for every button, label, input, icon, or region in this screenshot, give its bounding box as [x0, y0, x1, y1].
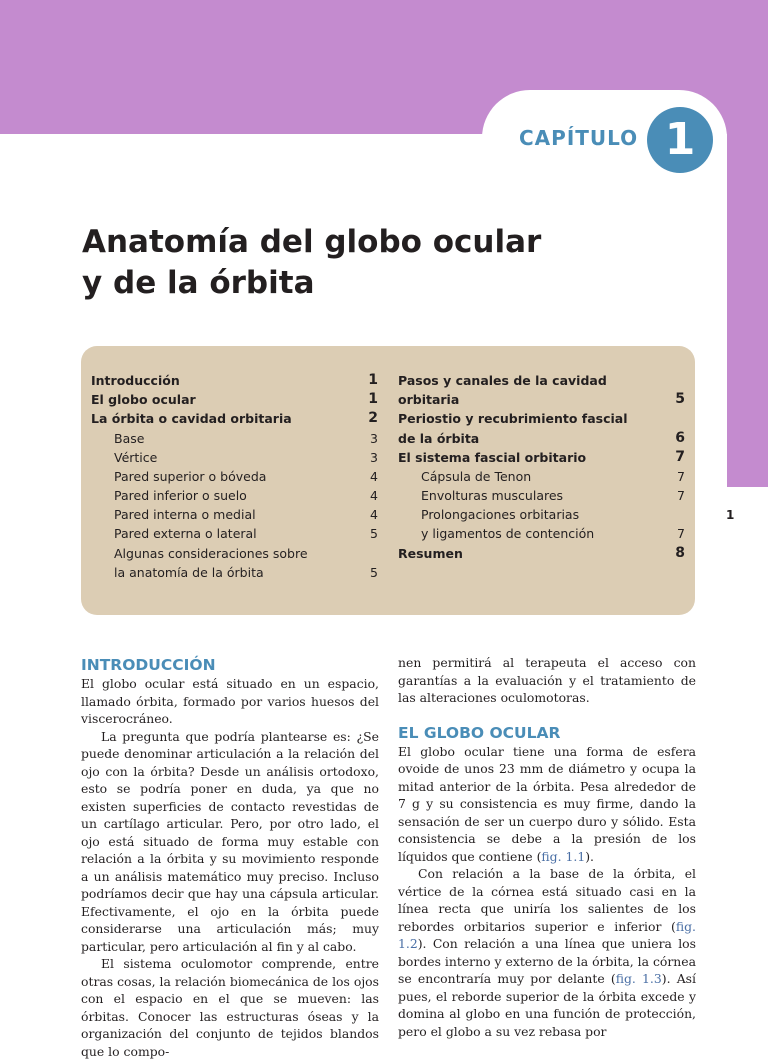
toc-entry[interactable]: [91, 467, 378, 486]
toc-page: 3: [370, 449, 378, 465]
toc-page: 7: [677, 468, 685, 484]
toc-left-column: [91, 371, 378, 582]
text: ). Con relación a una línea que uniera los bordes interno y externo de la órbita, la córnea se encontraría muy por delante (: [398, 936, 696, 986]
chapter-label: CAPÍTULO: [519, 126, 639, 150]
paragraph: [398, 743, 696, 866]
toc-title: Pasos y canales de la cavidad: [398, 372, 607, 388]
figure-reference-link[interactable]: fig. 1.2: [398, 918, 696, 951]
toc-title: Pared interna o medial: [114, 507, 256, 523]
toc-entry[interactable]: [398, 448, 685, 467]
toc-entry[interactable]: [91, 486, 378, 505]
toc-page: 3: [370, 430, 378, 446]
toc-title: Introducción: [91, 372, 180, 388]
title-line-1: Anatomía del globo ocular: [82, 224, 542, 260]
section-heading-globo-ocular: EL GLOBO OCULAR: [398, 723, 561, 742]
toc-entry[interactable]: [91, 525, 378, 544]
toc-page: 2: [368, 410, 378, 427]
paragraph: La pregunta que podría plantearse es: ¿Se puede denominar articulación a la relación del ojo con la órbita? Desde un análisis ortodoxo, esto se podría poner en duda, ya que no existen superficies de contacto revestidas de un cartílago articular. Pero, por otro lado, el ojo está situado de forma muy estable con relación a la órbita y su movimiento responde a un análisis matemático muy preciso. Incluso podríamos decir que hay una cápsula articular. Efectivamente, el ojo en la órbita puede considerarse una articulación más; muy particular, pero articulación al fin y al cabo.: [81, 728, 379, 954]
toc-title: Envolturas musculares: [421, 488, 564, 504]
toc-entry[interactable]: [91, 429, 378, 448]
toc-page: 6: [675, 429, 685, 446]
toc-page: 7: [677, 526, 685, 542]
toc-title: Pared superior o bóveda: [114, 468, 267, 484]
toc-entry[interactable]: [398, 390, 685, 409]
toc-title: de la órbita: [398, 430, 480, 446]
figure-reference-link[interactable]: fig. 1.3: [615, 971, 662, 986]
toc-title: El globo ocular: [91, 392, 196, 408]
text: El globo ocular tiene una forma de esfera ovoide de unos 23 mm de diámetro y ocupa la mitad anterior de la órbita. Pesa alrededor de 7 g y su consistencia es muy firme, dando la sensación de ser un cuerpo duro y sólido. Esta consistencia se debe a la presión de los líquidos que contiene (: [398, 743, 696, 864]
toc-title: La órbita o cavidad orbitaria: [91, 411, 292, 427]
toc-entry[interactable]: [91, 505, 378, 524]
text: ).: [585, 848, 594, 864]
toc-entry[interactable]: [398, 371, 685, 390]
toc-title: Resumen: [398, 545, 463, 561]
toc-right-column: [398, 371, 685, 563]
toc-page: 1: [368, 391, 378, 408]
toc-page: 5: [675, 391, 685, 408]
toc-entry[interactable]: [91, 371, 378, 390]
table-of-contents: [81, 346, 695, 615]
toc-title: Vértice: [114, 449, 158, 465]
toc-title: Pared inferior o suelo: [114, 488, 247, 504]
toc-page: 5: [370, 564, 378, 580]
paragraph: El sistema oculomotor comprende, entre otras cosas, la relación biomecánica de los ojos con el espacio en el que se mueven: las órbitas. Conocer las estructuras óseas y la organización del conjunto de tejidos blandos que lo compo-: [81, 956, 379, 1059]
toc-entry[interactable]: [91, 563, 378, 582]
toc-page: 1: [368, 371, 378, 388]
section-heading-introduccion: INTRODUCCIÓN: [81, 656, 216, 674]
toc-title: la anatomía de la órbita: [114, 564, 264, 580]
page-title: [82, 222, 541, 304]
toc-page: 8: [675, 544, 685, 561]
title-line-2: y de la órbita: [82, 265, 315, 301]
toc-page: 5: [370, 526, 378, 542]
toc-entry[interactable]: [91, 409, 378, 428]
toc-entry[interactable]: [398, 505, 685, 524]
chapter-number: 1: [647, 107, 713, 173]
paragraph: El globo ocular está situado en un espacio, llamado órbita, formado por varios huesos del viscerocráneo.: [81, 676, 379, 726]
toc-title: Base: [114, 430, 145, 446]
text: ). Así pues, el reborde superior de la órbita excede y domina al globo en una función de protección, pero el globo a su vez rebasa por: [398, 971, 697, 1039]
toc-entry[interactable]: [398, 544, 685, 563]
toc-entry[interactable]: [398, 525, 685, 544]
paragraph: [398, 865, 696, 1040]
toc-entry[interactable]: [398, 467, 685, 486]
body-column-right: [398, 654, 696, 1040]
figure-reference-link[interactable]: fig. 1.1: [541, 848, 586, 864]
toc-page: 4: [370, 488, 378, 504]
toc-page: 4: [370, 468, 378, 484]
toc-title: Cápsula de Tenon: [421, 468, 532, 484]
toc-entry[interactable]: [398, 409, 685, 428]
toc-page: 7: [675, 448, 685, 465]
toc-page: 7: [677, 488, 685, 504]
toc-page: 4: [370, 507, 378, 523]
toc-title: orbitaria: [398, 392, 460, 408]
toc-title: Algunas consideraciones sobre: [114, 545, 308, 561]
side-band: [727, 134, 768, 487]
toc-title: y ligamentos de contención: [421, 526, 595, 542]
toc-entry[interactable]: [91, 544, 378, 563]
page-number: 1: [726, 508, 735, 522]
toc-title: Pared externa o lateral: [114, 526, 257, 542]
body-column-left: [81, 654, 379, 1060]
toc-entry[interactable]: [398, 429, 685, 448]
toc-entry[interactable]: [398, 486, 685, 505]
paragraph: nen permitirá al terapeuta el acceso con garantías a la evaluación y el tratamiento de las alteraciones oculomotoras.: [398, 655, 696, 705]
toc-entry[interactable]: [91, 390, 378, 409]
toc-entry[interactable]: [91, 448, 378, 467]
text: Con relación a la base de la órbita, el vértice de la córnea está situado casi en la línea recta que uniría los salientes de los rebordes orbitarios superior e inferior (: [398, 866, 696, 934]
toc-title: El sistema fascial orbitario: [398, 449, 587, 465]
toc-title: Prolongaciones orbitarias: [421, 507, 580, 523]
toc-title: Periostio y recubrimiento fascial: [398, 411, 628, 427]
